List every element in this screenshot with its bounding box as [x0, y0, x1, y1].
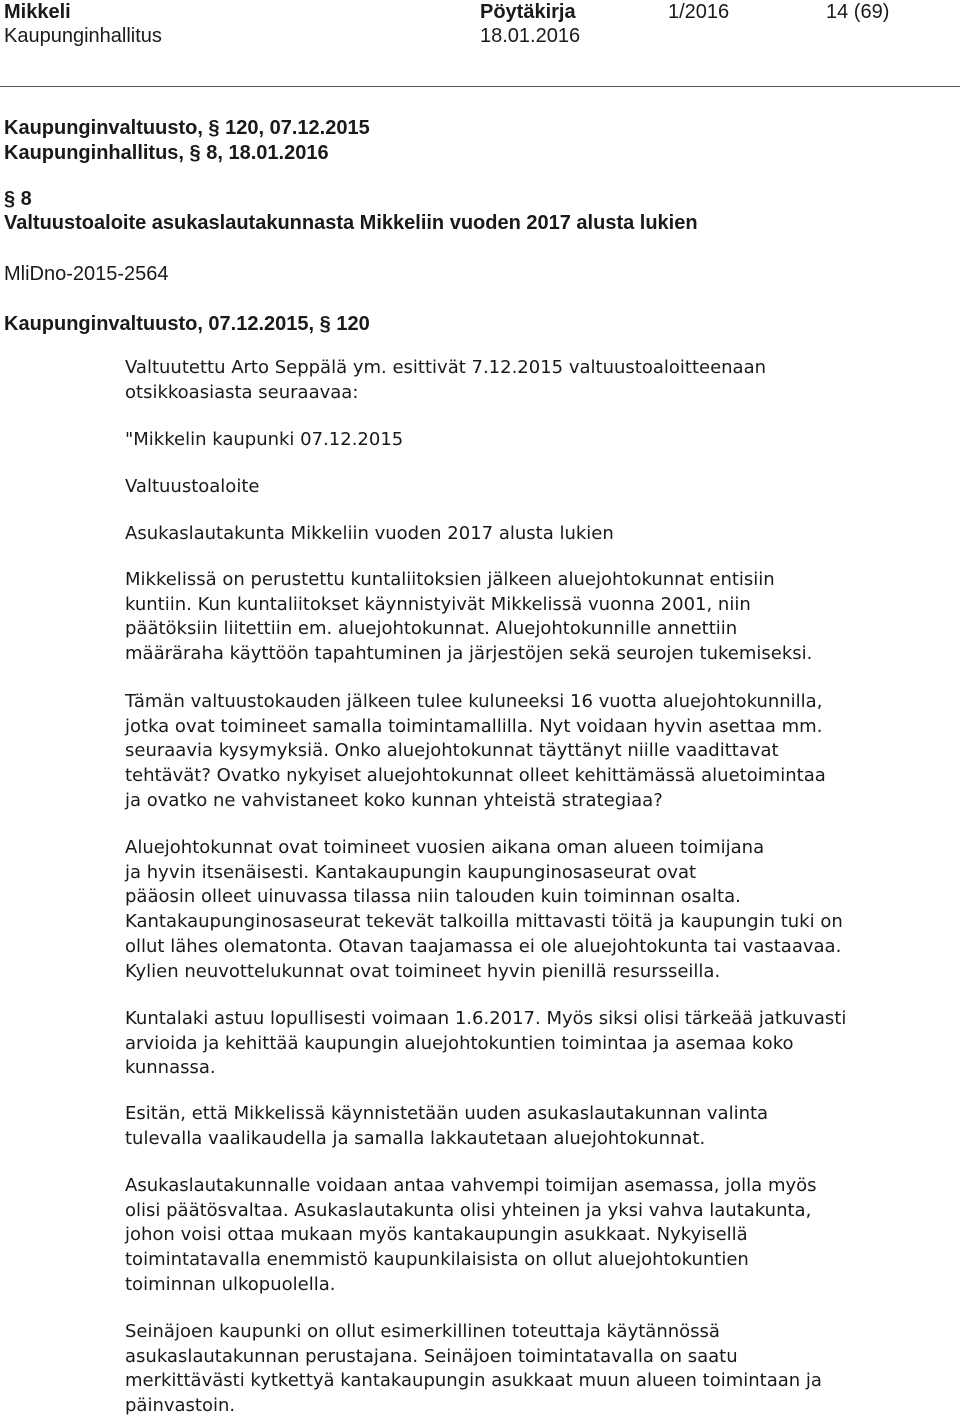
text-line: merkittävästi kytkettyä kantakaupungin asukkaat muun alueen toimintaan ja: [125, 1370, 822, 1392]
text-line: päinvastoin.: [125, 1395, 236, 1417]
text-line: tehtävät? Ovatko nykyiset aluejohtokunnat olleet kehittämässä aluetoimintaa: [125, 765, 826, 787]
history-item-board: Kaupunginhallitus, § 8, 18.01.2016: [4, 142, 329, 164]
paragraph-1: [125, 356, 955, 405]
paragraph-11: [125, 1320, 955, 1419]
text-line: "Mikkelin kaupunki 07.12.2015: [125, 429, 404, 450]
text-line: Aluejohtokunnat ovat toimineet vuosien aikana oman alueen toimijana: [125, 837, 765, 858]
paragraph-5: [125, 568, 955, 667]
section-number: § 8: [4, 188, 32, 210]
meeting-reference: Kaupunginvaltuusto, 07.12.2015, § 120: [4, 313, 370, 335]
text-line: Kuntalaki astuu lopullisesti voimaan 1.6.2017. Myös siksi olisi tärkeää jatkuvasti: [125, 1008, 847, 1029]
body-name: Kaupunginhallitus: [4, 25, 162, 47]
text-line: Mikkelissä on perustettu kuntaliitoksien jälkeen aluejohtokunnat entisiin: [125, 569, 775, 590]
text-line: Kylien neuvottelukunnat ovat toimineet hyvin pienillä resursseilla.: [125, 960, 721, 982]
text-line: otsikkoasiasta seuraavaa:: [125, 381, 359, 403]
text-line: Esitän, että Mikkelissä käynnistetään uuden asukaslautakunnan valinta: [125, 1103, 769, 1124]
page-number: 14 (69): [826, 1, 890, 23]
text-line: asukaslautakunnan perustajana. Seinäjoen toimintatavalla on saatu: [125, 1345, 738, 1367]
text-line: jotka ovat toimineet samalla toimintamallilla. Nyt voidaan hyvin asettaa mm.: [125, 715, 823, 737]
text-line: seuraavia kysymyksiä. Onko aluejohtokunnat täyttänyt niille vaadittavat: [125, 740, 779, 762]
text-line: ja hyvin itsenäisesti. Kantakaupungin kaupunginosaseurat ovat: [125, 861, 697, 883]
text-line: Valtuutettu Arto Seppälä ym. esittivät 7.12.2015 valtuustoaloitteenaan: [125, 357, 767, 378]
paragraph-4: [125, 522, 955, 547]
record-number: MliDno-2015-2564: [4, 263, 169, 285]
paragraph-8: [125, 1007, 955, 1081]
header-divider: [0, 86, 960, 87]
text-line: toimintatavalla enemmistö kaupunkilaisista on ollut aluejohtokuntien: [125, 1249, 749, 1271]
meeting-date: 18.01.2016: [480, 25, 581, 47]
text-line: pääosin olleet uinuvassa tilassa niin talouden kuin toiminnan osalta.: [125, 886, 741, 908]
text-line: Seinäjoen kaupunki on ollut esimerkillinen toteuttaja käytännössä: [125, 1321, 720, 1342]
text-line: Asukaslautakunta Mikkeliin vuoden 2017 alusta lukien: [125, 523, 614, 544]
paragraph-2: [125, 428, 955, 453]
org-name: Mikkeli: [4, 1, 71, 23]
paragraph-7: [125, 836, 955, 984]
paragraph-10: [125, 1174, 955, 1298]
text-line: tulevalla vaalikaudella ja samalla lakkautetaan aluejohtokunnat.: [125, 1127, 706, 1149]
text-line: ja ovatko ne vahvistaneet koko kunnan yhteistä strategiaa?: [125, 789, 663, 811]
text-line: päätöksiin liitettiin em. aluejohtokunnat. Aluejohtokunnille annettiin: [125, 618, 738, 640]
text-line: kuntiin. Kun kuntaliitokset käynnistyivät Mikkelissä vuonna 2001, niin: [125, 593, 751, 615]
text-line: olisi päätösvaltaa. Asukaslautakunta olisi yhteinen ja yksi vahva lautakunta,: [125, 1199, 812, 1221]
doc-type: Pöytäkirja: [480, 1, 576, 23]
section-title: Valtuustoaloite asukaslautakunnasta Mikkeliin vuoden 2017 alusta lukien: [4, 212, 698, 234]
text-line: kunnassa.: [125, 1057, 216, 1079]
text-line: määräraha käyttöön tapahtuminen ja järjestöjen sekä seurojen tukemiseksi.: [125, 643, 813, 665]
paragraph-9: [125, 1102, 955, 1151]
text-line: ollut lähes olematonta. Otavan taajamassa ei ole aluejohtokunta tai vastaavaa.: [125, 935, 842, 957]
text-line: arvioida ja kehittää kaupungin aluejohtokuntien toimintaa ja asemaa koko: [125, 1032, 794, 1054]
text-line: Kantakaupunginosaseurat tekevät talkoilla mittavasti töitä ja kaupungin tuki on: [125, 911, 843, 933]
history-item-council: Kaupunginvaltuusto, § 120, 07.12.2015: [4, 117, 370, 139]
text-line: Asukaslautakunnalle voidaan antaa vahvempi toimijan asemassa, jolla myös: [125, 1175, 817, 1196]
text-line: Valtuustoaloite: [125, 476, 260, 497]
text-line: toiminnan ulkopuolella.: [125, 1273, 336, 1295]
text-line: johon voisi ottaa mukaan myös kantakaupungin asukkaat. Nykyisellä: [125, 1224, 748, 1246]
doc-number: 1/2016: [668, 1, 730, 23]
text-line: Tämän valtuustokauden jälkeen tulee kuluneeksi 16 vuotta aluejohtokunnilla,: [125, 691, 823, 712]
paragraph-6: [125, 690, 955, 814]
paragraph-3: [125, 475, 955, 500]
